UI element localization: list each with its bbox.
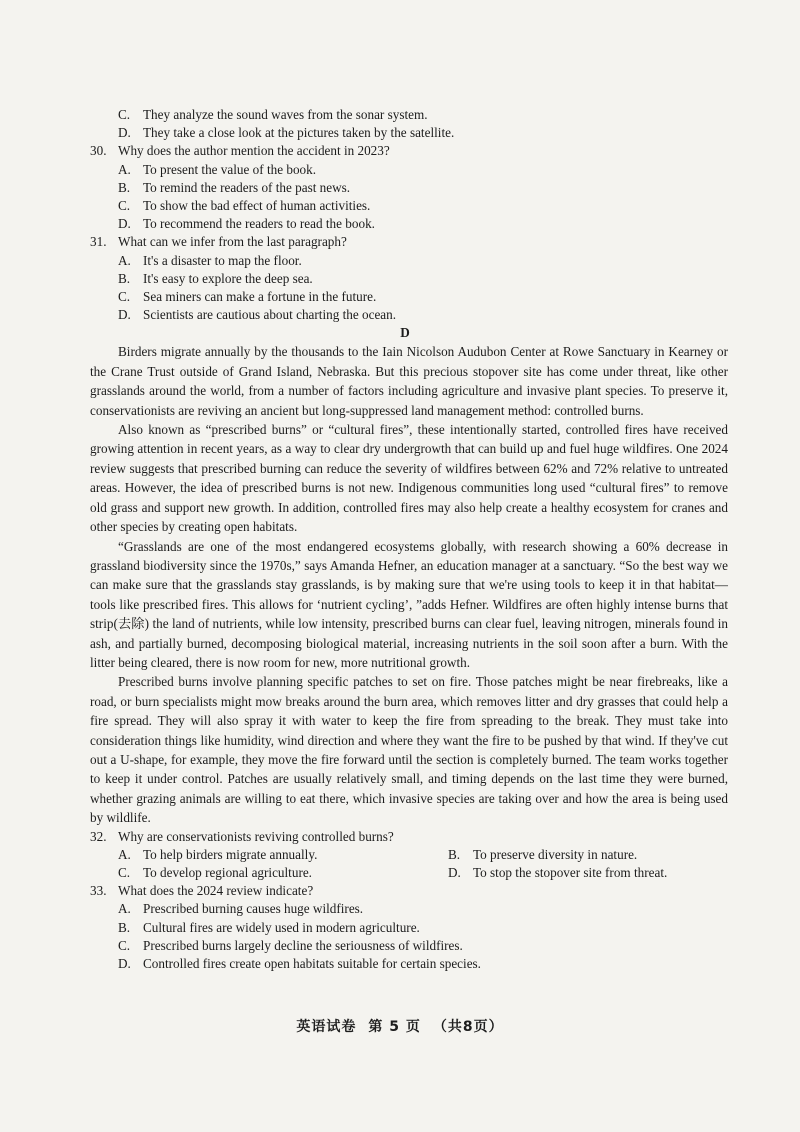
q33-option-b: B. Cultural fires are widely used in modern agriculture.	[118, 919, 420, 935]
q31-option-a: A. It's a disaster to map the floor.	[118, 252, 302, 268]
q31-option-c: C. Sea miners can make a fortune in the future.	[118, 289, 377, 305]
q30-option-d: D. To recommend the readers to read the book.	[118, 216, 375, 232]
q33-option-d: D. Controlled fires create open habitats suitable for certain species.	[118, 956, 481, 972]
question-30: 30. Why does the author mention the accident in 2023?	[90, 143, 390, 159]
footer-total-pages: （共8页）	[432, 1019, 504, 1035]
q29-option-d: D. They take a close look at the pictures taken by the satellite.	[118, 125, 455, 141]
q32-options-row-1	[118, 846, 718, 864]
page-content	[0, 106, 800, 973]
q29-option-c: C. They analyze the sound waves from the sonar system.	[118, 107, 428, 122]
question-32: 32. Why are conservationists reviving controlled burns?	[90, 828, 394, 844]
passage-paragraph-1: Birders migrate annually by the thousands to the Iain Nicolson Audubon Center at Rowe Sanctuary in Kearney or the Crane Trust outside of Grand Island, Nebraska. But this precious stopover site has come under threat, like other grasslands around the world, from a number of factors including agriculture and invasive plant species. To preserve it, conservationists are reviving an ancient but long-suppressed land management method: controlled burns.	[90, 344, 728, 418]
page-footer	[0, 1016, 800, 1036]
question-33: 33. What does the 2024 review indicate?	[90, 883, 314, 899]
q32-option-a: A. To help birders migrate annually.	[118, 846, 318, 862]
q30-option-b: B. To remind the readers of the past news.	[118, 179, 351, 195]
footer-page-number: 第 5 页	[368, 1019, 421, 1035]
q33-option-a: A. Prescribed burning causes huge wildfires.	[118, 901, 364, 917]
section-label: D	[400, 325, 410, 341]
q33-option-c: C. Prescribed burns largely decline the seriousness of wildfires.	[118, 937, 463, 953]
q32-option-b: B. To preserve diversity in nature.	[448, 846, 638, 862]
q31-option-b: B. It's easy to explore the deep sea.	[118, 270, 313, 286]
q30-option-c: C. To show the bad effect of human activities.	[118, 198, 371, 214]
footer-subject: 英语试卷	[296, 1019, 357, 1035]
passage-paragraph-3: “Grasslands are one of the most endangered ecosystems globally, with research showing a 60% decrease in grassland biodiversity since the 1970s,” says Amanda Hefner, an education manager at a sanctuary. “So the best way we can make sure that the grasslands stay grasslands, is by making sure that we're using tools to keep it in that habitat—tools like prescribed fires. This allows for ‘nutrient cycling’, ”adds Hefner. Wildfires are often highly intense burns that strip(去除) the land of nutrients, while low intensity, prescribed burns can clear fuel, leaving nitrogen, minerals found in ash, and partially burned, decomposing biological material, increasing nutrients in the soil soon after a burn. With the litter being cleared, there is now room for new, more nutritional growth.	[90, 538, 728, 670]
q31-option-d: D. Scientists are cautious about charting the ocean.	[118, 307, 397, 323]
q32-option-c: C. To develop regional agriculture.	[118, 865, 312, 880]
passage-paragraph-4: Prescribed burns involve planning specific patches to set on fire. Those patches might be near firebreaks, like a road, or burn specialists might mow breaks around the burn area, which removes litter and dry grasses that could help a fire spread. They will also spray it with water to keep the fire from spreading to the break. They must take into consideration things like humidity, wind direction and where they want the fire to be pushed by that wind. If they've cut out a U-shape, for example, they move the fire forward until the section is completely burned. The team works together to keep it under control. Patches are usually relatively small, and timing depends on the last time they were burned, whether grazing animals are willing to eat there, which invasive species are taking over and how the area is being used by wildlife.	[90, 674, 728, 826]
question-31: 31. What can we infer from the last paragraph?	[90, 234, 347, 250]
q32-options-row-2	[118, 864, 718, 882]
q32-option-d: D. To stop the stopover site from threat.	[448, 865, 668, 880]
passage-paragraph-2: Also known as “prescribed burns” or “cultural fires”, these intentionally started, controlled fires have received growing attention in recent years, as a way to clear dry undergrowth that can build up and fuel huge wildfires. One 2024 review suggests that prescribed burning can reduce the severity of wildfires between 62% and 72% relative to untreated areas. However, the idea of prescribed burns is not new. Indigenous communities long used “cultural fires” to remove old grass and support new growth. In addition, controlled fires may also help create a healthy ecosystem for cranes and other species by creating open habitats.	[90, 422, 728, 535]
q30-option-a: A. To present the value of the book.	[118, 161, 317, 177]
